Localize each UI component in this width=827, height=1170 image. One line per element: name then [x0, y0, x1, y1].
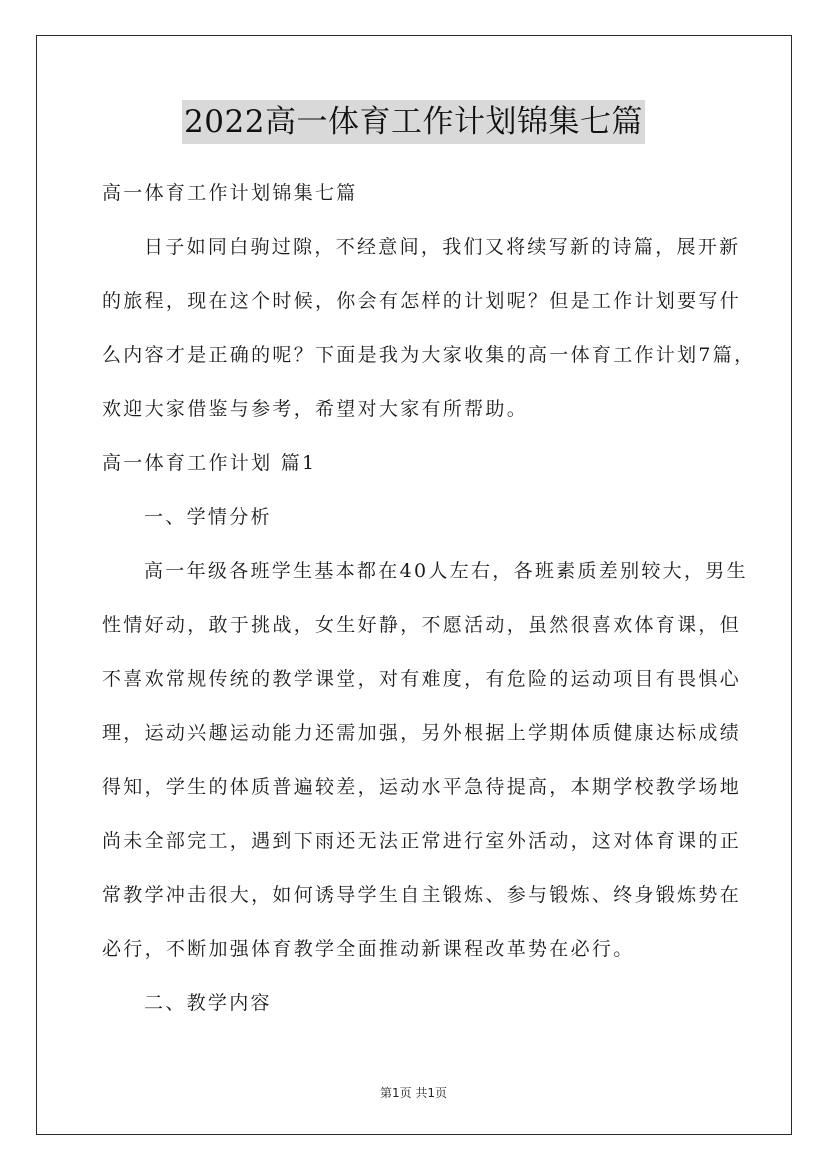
heading-learning-analysis: 一、学情分析: [144, 506, 272, 528]
body-line-4: 理，运动兴趣运动能力还需加强，另外根据上学期体质健康达标成绩: [102, 722, 742, 744]
section-title: 高一体育工作计划 篇1: [102, 452, 317, 474]
body-line-3: 不喜欢常规传统的教学课堂，对有难度，有危险的运动项目有畏惧心: [102, 668, 742, 690]
body-line-5: 得知，学生的体质普遍较差，运动水平急待提高，本期学校教学场地: [102, 776, 742, 798]
body-line-6: 尚未全部完工，遇到下雨还无法正常进行室外活动，这对体育课的正: [102, 830, 742, 852]
body-line-2: 性情好动，敢于挑战，女生好静，不愿活动，虽然很喜欢体育课，但: [102, 614, 742, 636]
intro-line-1: 日子如同白驹过隙，不经意间，我们又将续写新的诗篇，展开新: [144, 236, 741, 258]
document-subtitle: 高一体育工作计划锦集七篇: [102, 182, 358, 204]
heading-teaching-content: 二、教学内容: [144, 992, 272, 1014]
title-container: [0, 100, 827, 144]
intro-line-4: 欢迎大家借鉴与参考，希望对大家有所帮助。: [102, 398, 529, 420]
page-number: 第1页 共1页: [379, 1086, 448, 1100]
document-body: [102, 166, 756, 1030]
body-line-8: 必行，不断加强体育教学全面推动新课程改革势在必行。: [102, 938, 635, 960]
document-title: 2022高一体育工作计划锦集七篇: [182, 100, 645, 144]
page-footer: [0, 1084, 827, 1101]
intro-line-3: 么内容才是正确的呢？下面是我为大家收集的高一体育工作计划7篇，: [102, 344, 756, 366]
body-line-1: 高一年级各班学生基本都在40人左右，各班素质差别较大，男生: [144, 560, 748, 582]
body-line-7: 常教学冲击很大，如何诱导学生自主锻炼、参与锻炼、终身锻炼势在: [102, 884, 742, 906]
intro-line-2: 的旅程，现在这个时候，你会有怎样的计划呢？但是工作计划要写什: [102, 290, 742, 312]
